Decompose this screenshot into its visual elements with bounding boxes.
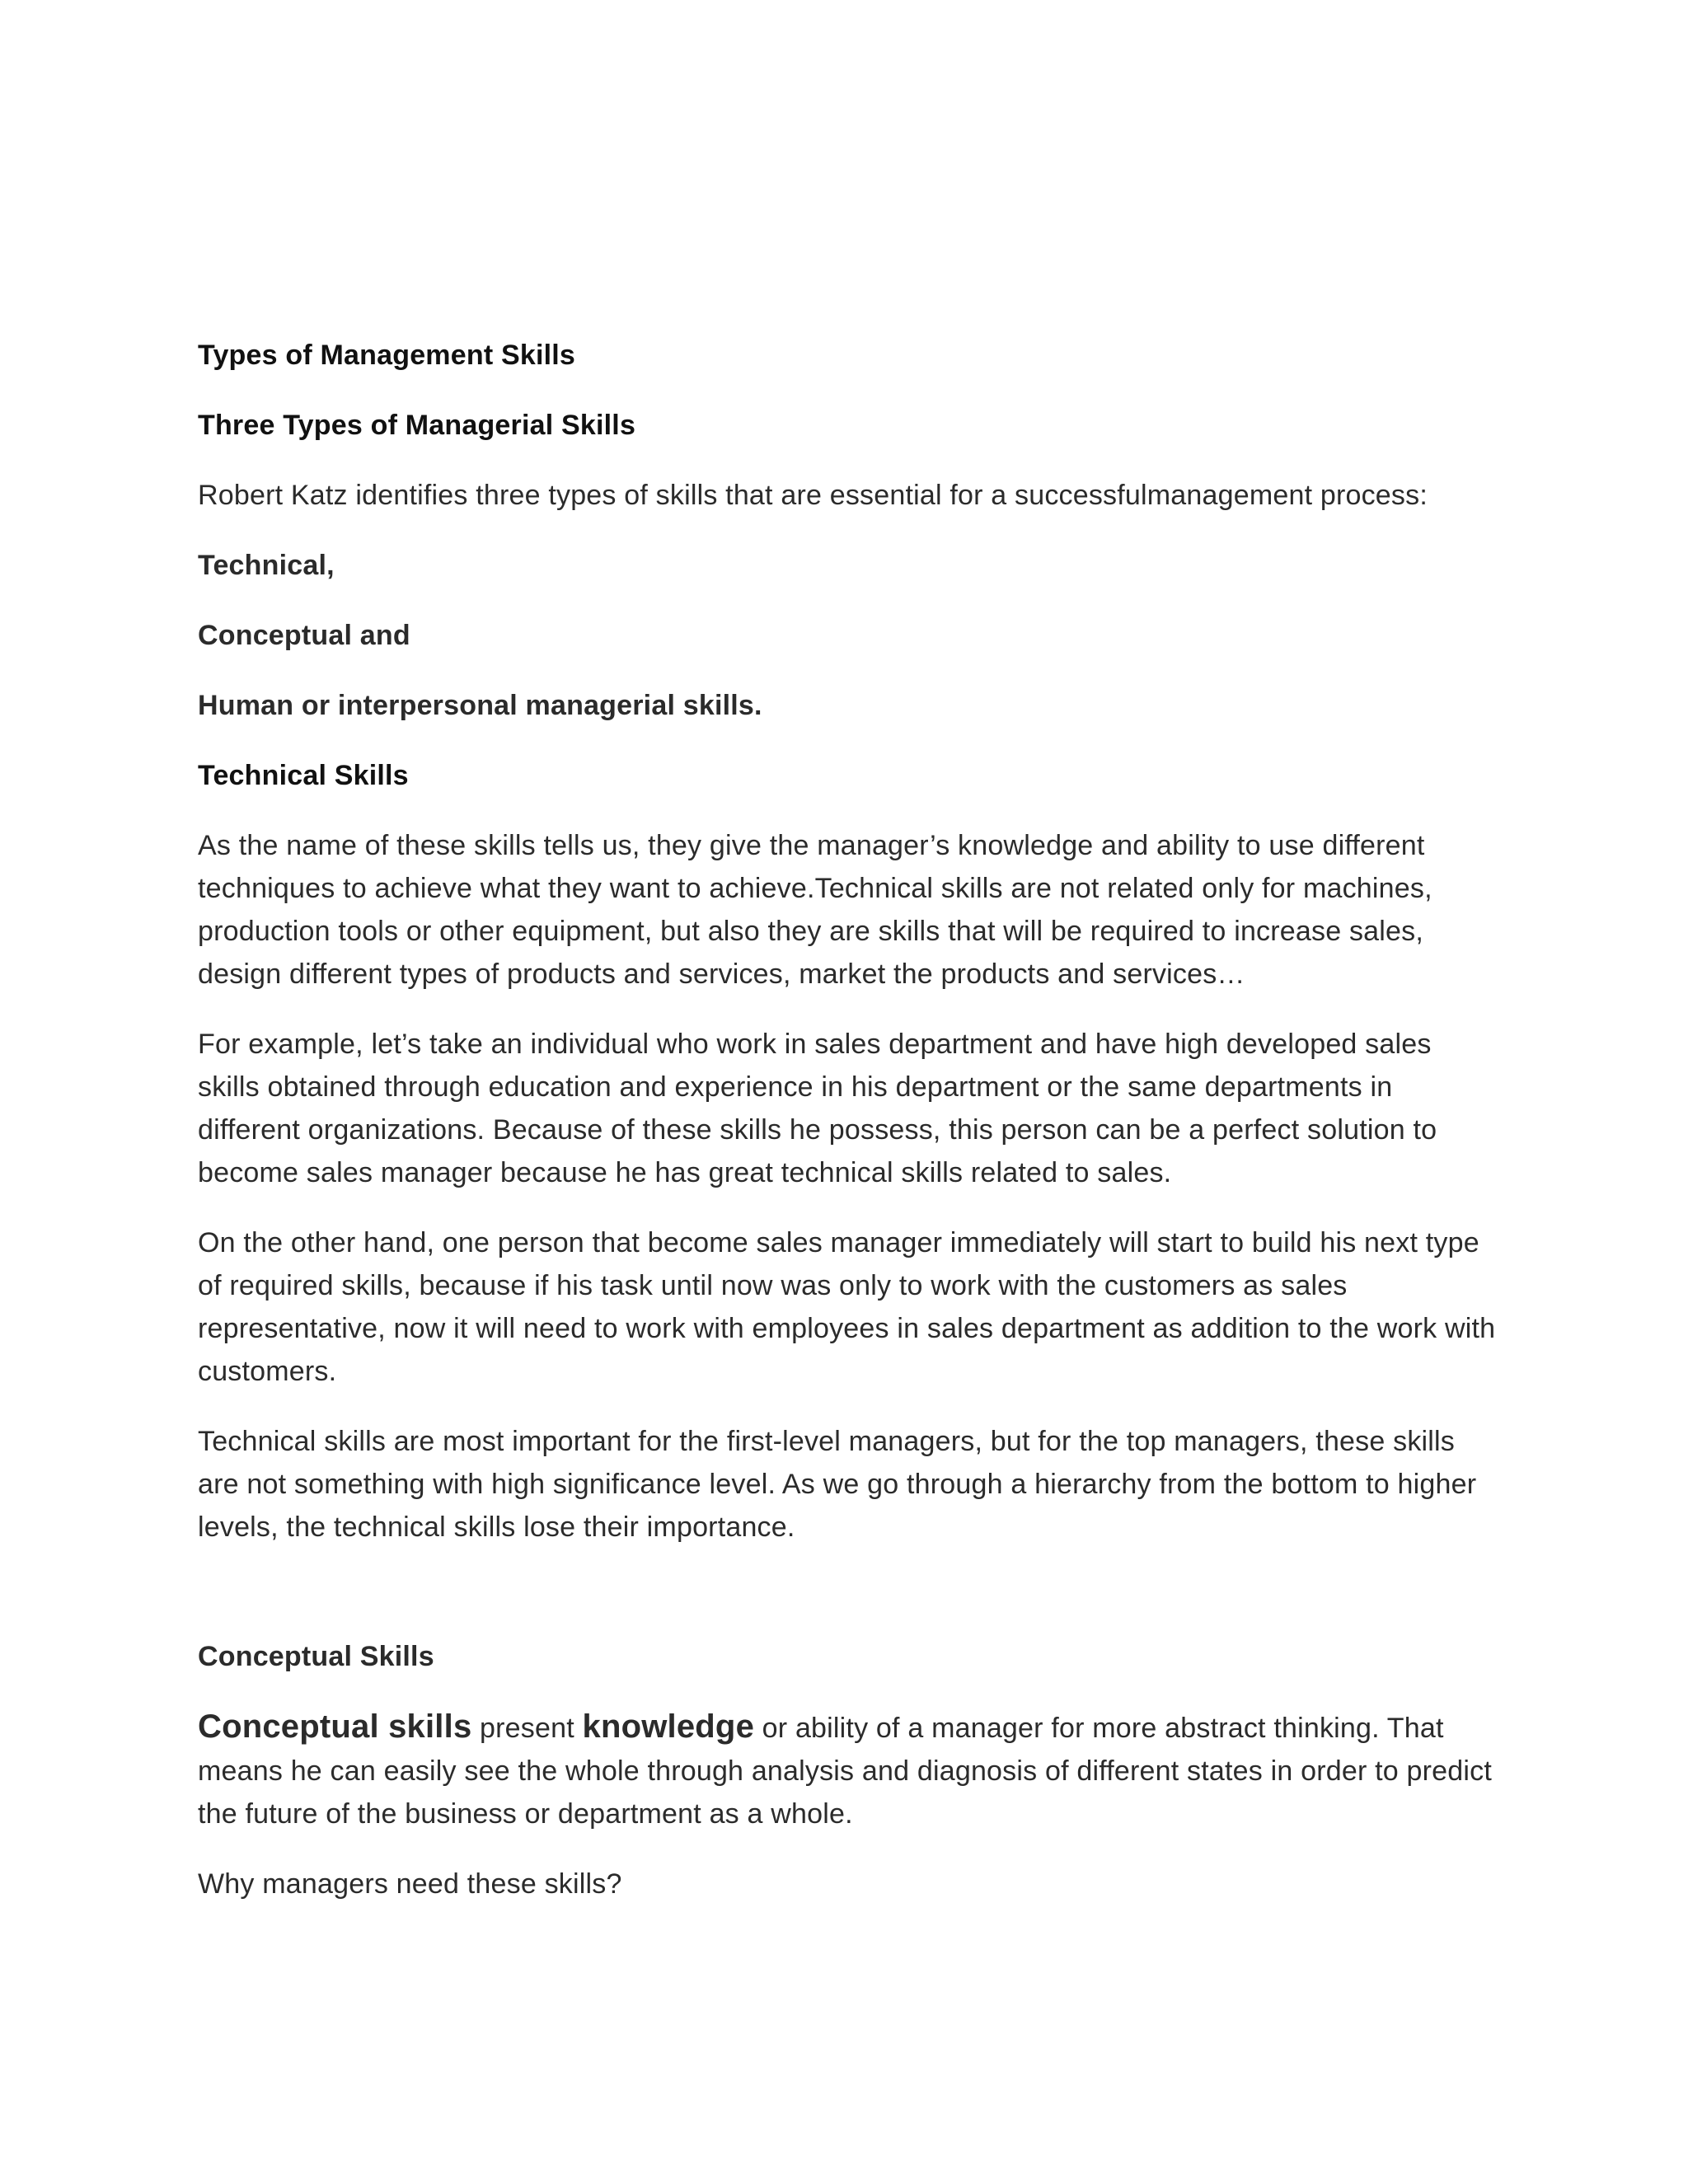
why-managers-question: Why managers need these skills? (198, 1868, 622, 1900)
conceptual-lead-text: Conceptual skills (198, 1708, 472, 1745)
heading-technical-skills: Technical Skills (198, 760, 409, 791)
technical-paragraph-4: Technical skills are most important for the first-level managers, but for the top managers, these skills are not something with high significance level. As we go through a hierarchy from the bottom to higher levels, the technical skills lose their importance. (198, 1426, 1477, 1543)
list-item-technical: Technical, (198, 550, 335, 581)
technical-paragraph-3: On the other hand, one person that become sales manager immediately will start to build his next type of required skills, because if his task until now was only to work with the customers as sales representative, now it will need to work with employees in sales department as addition to the work with customers. (198, 1227, 1496, 1387)
heading-three-types: Three Types of Managerial Skills (198, 410, 636, 441)
heading-conceptual-skills: Conceptual Skills (198, 1641, 434, 1672)
conceptual-rest-text: or ability of a manager for more abstract thinking. That means he can easily see the whole through analysis and diagnosis of different states in order to predict the future of the business or department as a whole. (198, 1713, 1492, 1830)
conceptual-mid-text: present (480, 1713, 574, 1744)
heading-types-of-management-skills: Types of Management Skills (198, 340, 576, 371)
technical-paragraph-1: As the name of these skills tells us, they give the manager’s knowledge and ability to use different techniques to achieve what they want to achieve.Technical skills are not related only for machines, production tools or other equipment, but also they are skills that will be required to increase sales, design different types of products and services, market the products and services… (198, 830, 1432, 990)
list-item-conceptual: Conceptual and (198, 620, 410, 651)
conceptual-paragraph (198, 1705, 1500, 1835)
intro-paragraph: Robert Katz identifies three types of skills that are essential for a successfulmanagement process: (198, 480, 1428, 511)
list-item-human: Human or interpersonal managerial skills. (198, 690, 762, 721)
technical-paragraph-2: For example, let’s take an individual who work in sales department and have high developed sales skills obtained through education and experience in his department or the same departments in different organizations. Because of these skills he possess, this person can be a perfect solution to become sales manager because he has great technical skills related to sales. (198, 1029, 1437, 1188)
conceptual-knowledge-text: knowledge (582, 1708, 755, 1745)
document-page (198, 334, 1500, 1905)
